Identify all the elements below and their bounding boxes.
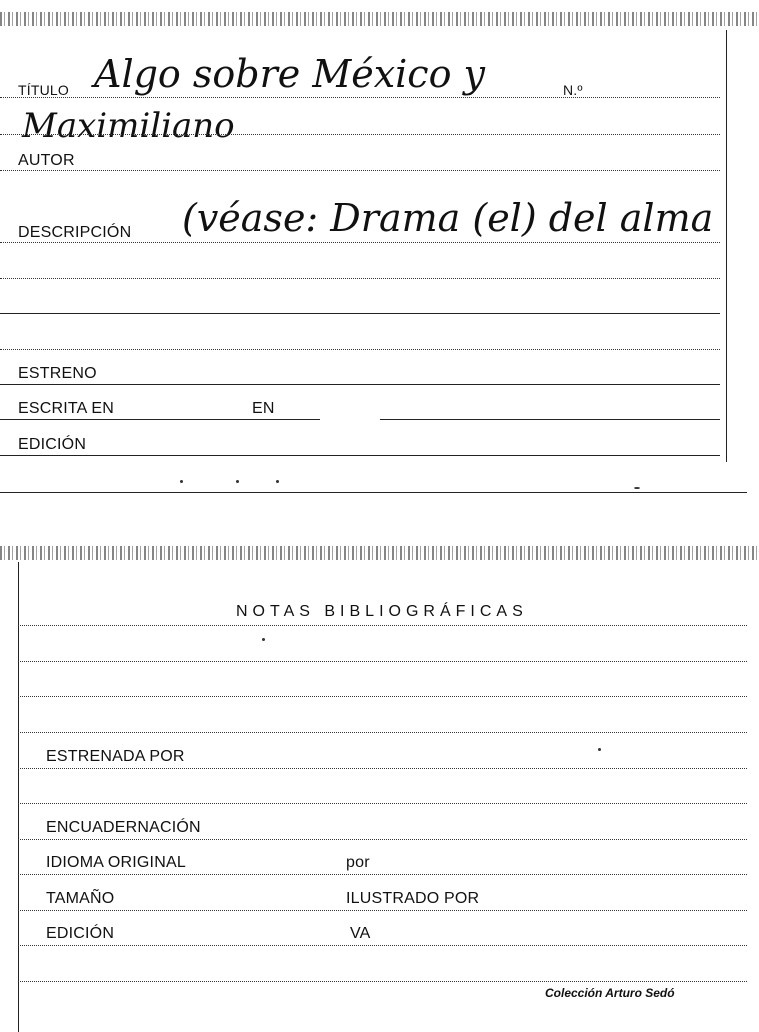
notas-line-3 <box>18 696 747 697</box>
edicion-label-bottom: EDICIÓN <box>46 925 115 942</box>
por-label: por <box>346 854 370 871</box>
en-label: EN <box>252 400 275 417</box>
notas-line <box>18 625 747 626</box>
titulo-line-2 <box>0 134 720 135</box>
idioma-original-label: IDIOMA ORIGINAL <box>46 854 186 871</box>
catalog-card-bottom <box>0 540 759 1028</box>
tamano-line <box>18 910 747 911</box>
descripcion-line-3 <box>0 313 720 314</box>
titulo-label: TÍTULO <box>18 82 69 98</box>
ilustrado-por-label: ILUSTRADO POR <box>346 890 480 907</box>
speck <box>262 638 265 641</box>
edicion-line-bottom <box>18 945 747 946</box>
card-bottom-edge <box>0 492 747 493</box>
escrita-en-label: ESCRITA EN <box>18 400 114 417</box>
speck <box>236 480 239 483</box>
encuadernacion-label: ENCUADERNACIÓN <box>46 819 201 836</box>
edicion-line <box>0 455 720 456</box>
estrenada-por-line-2 <box>18 803 747 804</box>
notas-bibliograficas-heading: NOTAS BIBLIOGRÁFICAS <box>236 603 528 620</box>
titulo-handwritten-line2: Maximiliano <box>22 106 235 146</box>
encuadernacion-line <box>18 839 747 840</box>
autor-label: AUTOR <box>18 152 75 169</box>
edicion-label: EDICIÓN <box>18 436 87 453</box>
speck <box>276 480 279 483</box>
escrita-en-line <box>0 419 320 420</box>
torn-edge-bottom-card <box>0 546 759 560</box>
collection-credit: Colección Arturo Sedó <box>545 986 675 1000</box>
tamano-label: TAMAÑO <box>46 890 115 907</box>
speck <box>598 748 601 751</box>
descripcion-label: DESCRIPCIÓN <box>18 224 132 241</box>
idioma-original-line <box>18 874 747 875</box>
notas-line-final <box>18 981 747 982</box>
card-left-border <box>18 562 19 1032</box>
torn-edge-top <box>0 12 759 26</box>
estreno-line <box>0 384 720 385</box>
estrenada-por-line <box>18 768 747 769</box>
descripcion-line <box>0 242 720 243</box>
descripcion-line-2 <box>0 278 720 279</box>
speck <box>180 480 183 483</box>
numero-label: N.º <box>563 82 583 98</box>
titulo-handwritten-line1: Algo sobre México y <box>94 52 486 96</box>
estreno-label: ESTRENO <box>18 365 97 382</box>
notas-line-2 <box>18 661 747 662</box>
catalog-card-top <box>0 0 759 500</box>
autor-line <box>0 170 720 171</box>
speck <box>634 487 640 489</box>
titulo-line <box>0 97 720 98</box>
en-line <box>380 419 720 420</box>
descripcion-handwritten: (véase: Drama (el) del alma <box>182 196 714 240</box>
notas-line-4 <box>18 732 747 733</box>
valor-label: VA <box>350 925 371 942</box>
descripcion-line-4 <box>0 349 720 350</box>
estrenada-por-label: ESTRENADA POR <box>46 748 185 765</box>
card-right-border <box>726 30 727 462</box>
